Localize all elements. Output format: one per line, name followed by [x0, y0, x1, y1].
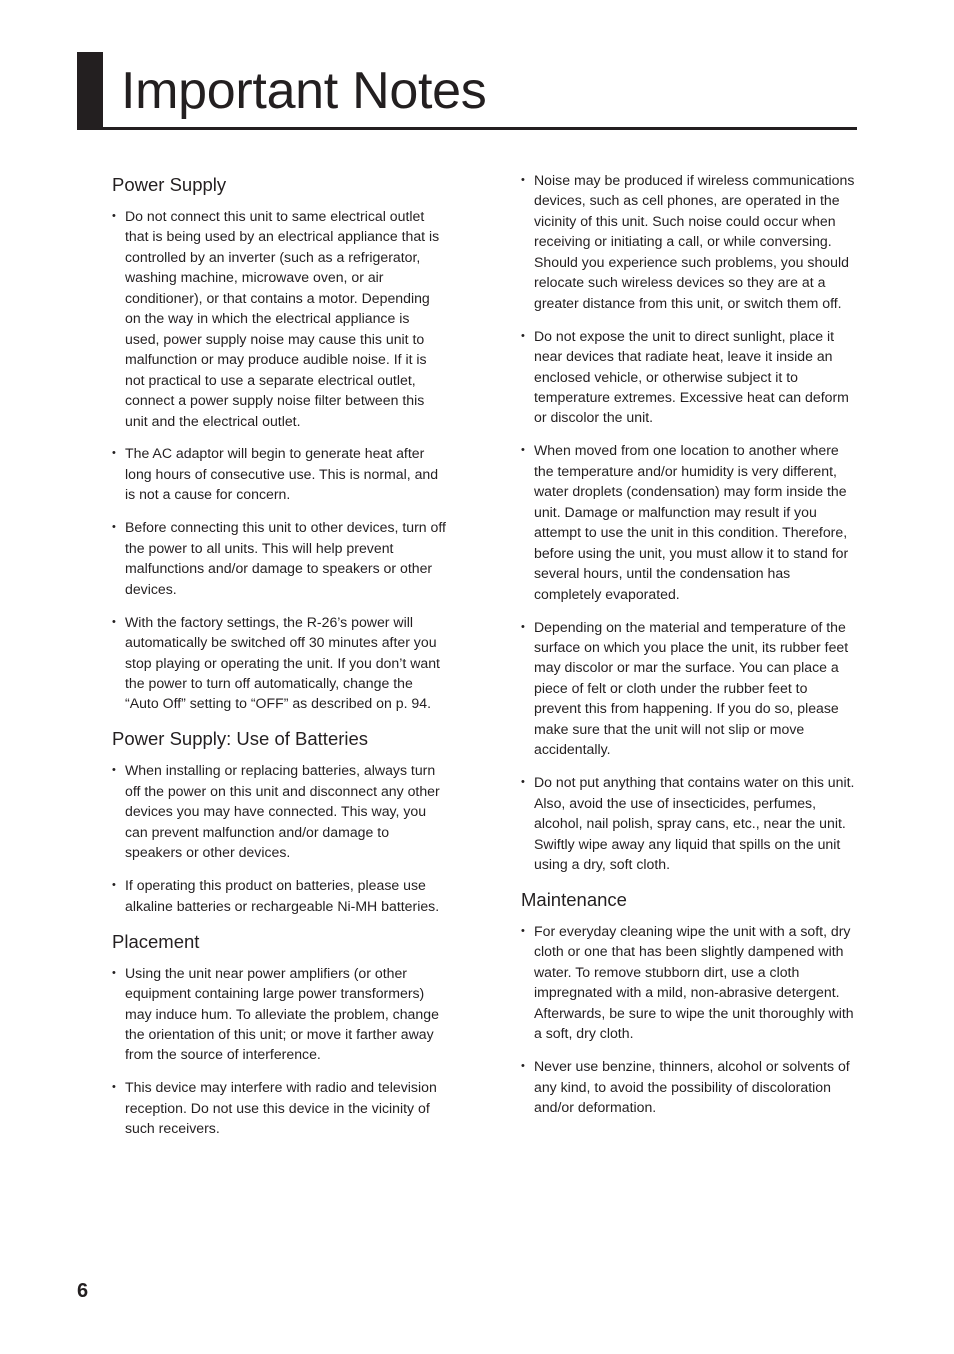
list-item	[112, 443, 446, 504]
list-item	[112, 963, 446, 1065]
title-rule	[77, 127, 857, 130]
bullet-icon: •	[112, 521, 116, 534]
list-item-text: Do not connect this unit to same electrical outlet that is being used by an electrical appliance that is controlled by an inverter (such as a refrigerator, washing machine, microwave oven, or air conditioner), or that contains a motor. Depending on the way in which the electrical appliance is used, power supply noise may cause this unit to malfunction or may produce audible noise. If it is not practical to use a separate electrical outlet, connect a power supply noise filter between this unit and the electrical outlet.	[125, 208, 440, 429]
bullet-icon: •	[521, 620, 525, 633]
power-supply-list	[112, 206, 446, 714]
page-number: 6	[77, 1280, 89, 1302]
bullet-icon: •	[112, 764, 116, 777]
list-item-text: Do not put anything that contains water on this unit. Also, avoid the use of insecticides, perfumes, alcohol, nail polish, spray cans, etc., near the unit. Swiftly wipe away any liquid that spills on the unit using a dry, soft cloth.	[534, 774, 855, 873]
bullet-icon: •	[112, 447, 116, 460]
list-item-text: Do not expose the unit to direct sunlight, place it near devices that radiate heat, leave it inside an enclosed vehicle, or otherwise subject it to temperature extremes. Excessive heat can deform or discolor the unit.	[534, 327, 849, 426]
list-item	[521, 440, 857, 604]
placement-list	[112, 963, 446, 1139]
section-heading-placement: Placement	[112, 930, 200, 952]
section-heading-maintenance: Maintenance	[521, 889, 627, 910]
right-column	[521, 170, 857, 1130]
list-item-text: Never use benzine, thinners, alcohol or solvents of any kind, to avoid the possibility of discoloration and/or deformation.	[534, 1058, 850, 1116]
list-item-text: Noise may be produced if wireless communications devices, such as cell phones, are operated in the vicinity of this unit. Such noise could occur when receiving or initiating a call, or while conversing. Should you experience such problems, you should relocate such wireless devices so they are at a greater distance from this unit, or switch them off.	[534, 172, 855, 311]
bullet-icon: •	[521, 174, 525, 186]
list-item-text: If operating this product on batteries, please use alkaline batteries or rechargeable Ni-MH batteries.	[125, 877, 440, 914]
list-item-text: When moved from one location to another where the temperature and/or humidity is very different, water droplets (condensation) may form inside the unit. Damage or malfunction may result if you attempt to use the unit in this condition. Therefore, before using the unit, you must allow it to stand for several hours, until the condensation has completely evaporated.	[534, 442, 849, 602]
bullet-icon: •	[521, 1060, 525, 1073]
batteries-list	[112, 760, 446, 916]
bullet-icon: •	[521, 925, 525, 937]
bullet-icon: •	[112, 615, 116, 628]
bullet-icon: •	[112, 879, 116, 892]
maintenance-list	[521, 921, 857, 1118]
bullet-icon: •	[521, 329, 525, 342]
list-item	[112, 206, 446, 431]
bullet-icon: •	[112, 210, 116, 222]
list-item	[112, 612, 446, 714]
bullet-icon: •	[112, 1081, 116, 1094]
list-item-text: Using the unit near power amplifiers (or other equipment containing large power transformers) may induce hum. To alleviate the problem, change the orientation of this unit; or move it farther away from the source of interference.	[125, 964, 439, 1063]
list-item-text: For everyday cleaning wipe the unit with a soft, dry cloth or one that has been slightly dampened with water. To remove stubborn dirt, use a cloth impregnated with a mild, non-abrasive detergent. Afterwards, be sure to wipe the unit thoroughly with a soft, dry cloth.	[534, 923, 854, 1042]
section-heading-batteries: Power Supply: Use of Batteries	[112, 728, 369, 750]
bullet-icon: •	[112, 966, 116, 979]
list-item	[112, 517, 446, 599]
left-column	[112, 172, 446, 1151]
page-title: Important Notes	[121, 62, 487, 120]
list-item-text: Before connecting this unit to other devices, turn off the power to all units. This will help prevent malfunctions and/or damage to speakers or other devices.	[125, 519, 446, 597]
list-item	[521, 772, 857, 874]
list-item	[521, 170, 857, 313]
list-item-text: The AC adaptor will begin to generate heat after long hours of consecutive use. This is normal, and is not a cause for concern.	[125, 445, 439, 503]
list-item	[112, 760, 446, 862]
bullet-icon: •	[521, 444, 525, 457]
placement-continued-list	[521, 170, 857, 875]
bullet-icon: •	[521, 776, 525, 789]
list-item	[521, 1056, 857, 1117]
section-heading-power-supply: Power Supply	[112, 174, 227, 195]
list-item	[521, 326, 857, 428]
list-item-text: Depending on the material and temperature of the surface on which you place the unit, its rubber feet may discolor or mar the surface. You can place a piece of felt or cloth under the rubber feet to prevent this from happening. If you do so, please make sure that the unit will not slip or move accidentally.	[534, 618, 849, 758]
list-item	[521, 617, 857, 760]
title-accent-bar	[77, 52, 103, 130]
list-item	[521, 921, 857, 1044]
list-item-text: This device may interfere with radio and television reception. Do not use this device in the vicinity of such receivers.	[125, 1079, 437, 1137]
list-item	[112, 875, 446, 916]
list-item-text: With the factory settings, the R-26’s power will automatically be switched off 30 minutes after you stop playing or operating the unit. If you don’t want the power to turn off automatically, change the “Auto Off” setting to “OFF” as described on p. 94.	[125, 613, 440, 712]
list-item	[112, 1077, 446, 1138]
list-item-text: When installing or replacing batteries, always turn off the power on this unit and disconnect any other devices you may have connected. This way, you can prevent malfunction and/or damage to speakers or other devices.	[125, 762, 440, 861]
